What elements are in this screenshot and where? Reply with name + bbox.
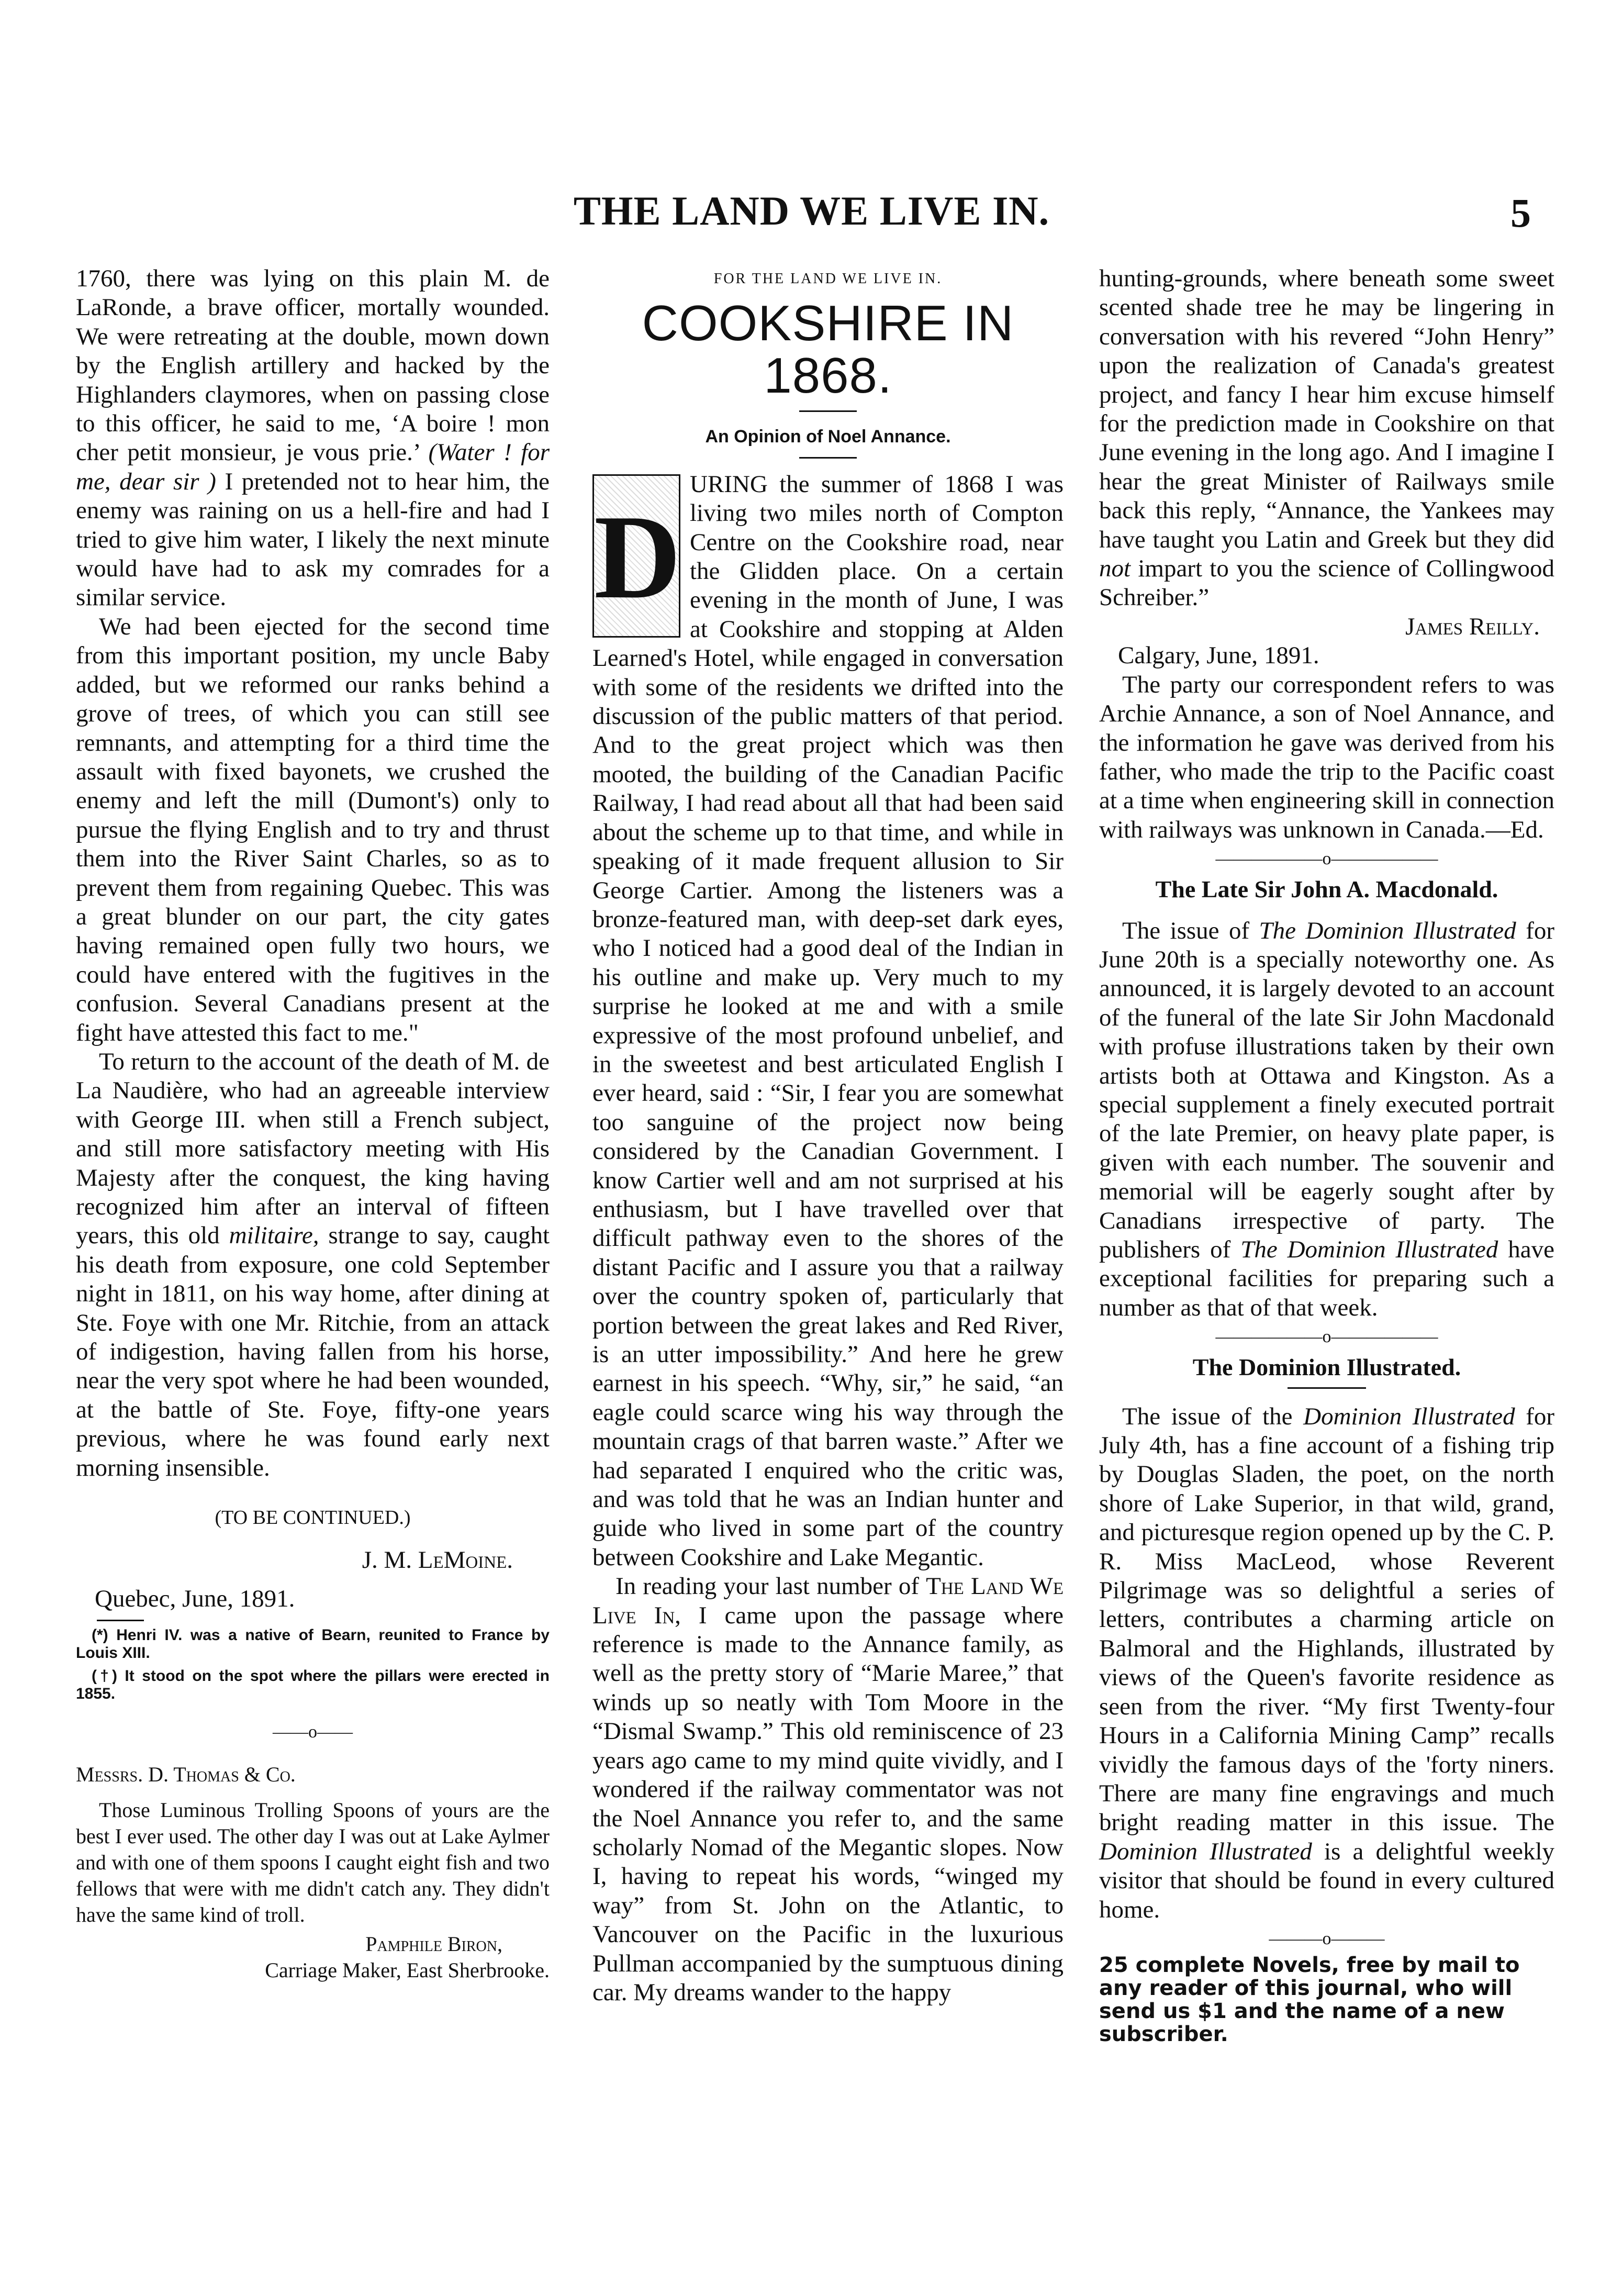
section-divider: ——————o—————— [1215,1327,1438,1347]
page-number: 5 [1510,190,1531,236]
footnote: (†) It stood on the spot where the pillars were erected in 1855. [76,1667,550,1703]
paragraph-text: To return to the account of the death of M. de La Naudière, who had an agreeable interview with George III. when still a French subject, and still more satisfactory meeting with His Majesty after the conquest, the king having recognized him after an interval of fifteen years, this old [76,1047,550,1250]
running-head [0,187,1623,245]
publication-name: Dominion Illustrated [1303,1402,1515,1430]
section-heading: The Dominion Illustrated. [1192,1354,1461,1381]
publication-name: The Dominion Illustrated [1240,1236,1498,1263]
subscription-notice: 25 complete Novels, free by mail to any reader of this journal, who will send us $1 and the name of a new subscriber. [1099,1953,1520,2046]
paragraph: We had been ejected for the second time from this important position, my uncle Baby added, but we reformed our ranks behind a grove of trees, of which you can still see remnants, and attempting for a third time the assault with fixed bayonets, we crushed the enemy and left the mill (Dumont's) only to pursue the flying English and to try and thrust them into the River Saint Charles, so as to prevent them from regaining Quebec. This was a great blunder on our part, the city gates having remained open fully two hours, we could have entered with the fugitives in the confusion. Several Canadians present at the fight have attested this fact to me." [76,612,550,1046]
publication-name: Dominion Illustrated [1099,1837,1312,1865]
paragraph-text: 1760, there was lying on this plain M. de LaRonde, a brave officer, mortally wounded. We were retreating at the double, mown down by the English artillery and hacked by the Highlanders claymores, when on passing close to this officer, he said to me, ‘A boire ! mon cher petit monsieur, je vous prie.’ [76,265,550,466]
article-subtitle: An Opinion of Noel Annance. [705,427,951,447]
heading-rule [1288,1387,1366,1389]
dateline: Quebec, June, 1891. [95,1585,295,1612]
italic-text: (Water ! for me, dear sir ) [76,439,550,495]
article-title: COOKSHIRE IN 1868. [642,295,1014,404]
section-heading: The Late Sir John A. Macdonald. [1155,876,1498,903]
publication-name: The Land We Live In, [592,1573,1064,1629]
paragraph-text: for June 20th is a specially noteworthy one. As announced, it is largely devoted to an account of the funeral of the late Sir John Macdonald with profuse illustrations taken by their own artists both at Ottawa and Kingston. As a special supplement a finely executed portrait of the late Premier, on heavy plate paper, is given with each number. The souvenir and memorial will be eagerly sought after by Canadians irrespective of party. The publishers of [1099,917,1554,1263]
article-kicker: FOR THE LAND WE LIVE IN. [713,271,943,287]
italic-text: not [1099,555,1131,583]
italic-text: militaire, [229,1222,319,1250]
paragraph [1099,917,1554,1323]
paragraph-text: hunting-grounds, where beneath some sweet scented shade tree he may be lingering in conversation with his revered “John Henry” upon the realization of Canada's greatest project, and fancy I hear him excuse himself for the prediction made in Cookshire on that June evening in the long ago. And I imagine I hear the great Minister of Railways smile back this reply, “Annance, the Yankees may have taught you Latin and Greek but they did [1099,265,1554,553]
paragraph-text: for July 4th, has a fine account of a fishing trip by Douglas Sladen, the poet, on the north shore of Lake Superior, in that wild, grand, and picturesque region opened up by the C. P. R. Miss MacLeod, whose Reverent Pilgrimage was so delightful a series of letters, contributes a charming article on Balmoral and the Highlands, illustrated by views of the Queen's favorite residence as seen from the river. “My first Twenty-four Hours in a California Mining Camp” recalls vividly the famous days of the 'forty niners. There are many fine engravings and much bright reading matter in this issue. The [1099,1402,1555,1836]
paragraph: The party our correspondent refers to was Archie Annance, a son of Noel Annance, and the information he gave was derived from his father, who made the trip to the Pacific coast at a time when engineering skill in connection with railways was unknown in Canada.—Ed. [1099,671,1554,843]
paragraph-text: have exceptional facilities for preparing such a number as that of that week. [1099,1236,1555,1321]
paragraph-text: strange to say, caught his death from exposure, one cold September night in 1811, on his way home, after dining at Ste. Foye with one Mr. Ritchie, from an attack of indigestion, having fallen from his horse, near the very spot where he had been wounded, at the battle of Ste. Foye, fifty-one years previous, where he was found early next morning insensible. [76,1222,550,1481]
running-title: THE LAND WE LIVE IN. [573,188,1050,233]
publication-name: The Dominion Illustrated [1259,917,1516,944]
section-divider: ——————o—————— [1215,849,1438,869]
title-rule [799,410,857,412]
paragraph-text: I pretended not to hear him, the enemy was raining on us a hell-fire and had I tried to give him water, I likely the next minute would have had to ask my comrades for a similar service. [76,467,550,611]
footnote: (*) Henri IV. was a native of Bearn, reunited to France by Louis XIII. [76,1626,550,1662]
footnote-rule [97,1620,144,1621]
paragraph: URING the summer of 1868 I was living two miles north of Compton Centre on the Cookshire road, near the Glidden place. On a certain evening in the month of June, I was at Cookshire and stopping at Alden Learned's Hotel, while engaged in conversation with some of the residents we drifted into the discussion of the public matters of that period. And to the great project which was then mooted, the building of the Canadian Pacific Railway, I had read about all that had been said about the scheme up to that time, and while in speaking of it made frequent allusion to Sir George Cartier. Among the listeners was a bronze-featured man, with deep-set dark eyes, who I noticed had a good deal of the Indian in his outline and make up. Very much to my surprise he looked at me and with a smile expressive of the most profound unbelief, and in the sweetest and best articulated English I ever heard, said : “Sir, I fear you are somewhat too sanguine of the project now being considered by the Canadian Government. I know Cartier well and am not surprised at his enthusiasm, but I have travelled over that difficult pathway even to the shores of the distant Pacific and I assure you that a railway over the country spoken of, particularly that portion between the great lakes and Red River, is an utter impossibility.” And here he grew earnest in his speech. “Why, sir,” he said, “an eagle could scarce wing his way through the mountain crags of that barren waste.” After we had separated I enquired who the critic was, and was told that he was an Indian hunter and guide who lived in some part of the country between Cookshire and Lake Megantic. [592,470,1064,1571]
paragraph-text: is a delightful weekly visitor that should be found in every cultured home. [1099,1837,1555,1923]
paragraph [1099,264,1554,612]
letter-signer-title: Carriage Maker, East Sherbrooke. [265,1958,550,1982]
article-body [592,470,1064,1572]
letter-signer: Pamphile Biron, [365,1932,502,1956]
author-signature: J. M. LeMoine. [362,1546,513,1574]
paragraph-text: In reading your last number of [615,1573,919,1600]
section-divider: ———o——— [1269,1929,1385,1948]
author-signature: James Reilly. [1405,612,1540,640]
column-left [76,264,550,2254]
paragraph [76,264,550,612]
letter-addressee: Messrs. D. Thomas & Co. [76,1763,296,1787]
drop-cap [592,474,680,638]
subtitle-rule [799,457,857,459]
to-be-continued: (TO BE CONTINUED.) [215,1507,411,1529]
letter-body: Those Luminous Trolling Spoons of yours are the best I ever used. The other day I was out at Lake Aylmer and with one of them spoons I caught eight fish and two fellows that were with me didn't catch any. They didn't have the same kind of troll. [76,1798,550,1927]
paragraph [592,1572,1064,2007]
column-middle [592,264,1064,2254]
drop-cap-letter: D [594,489,681,623]
paragraph-text: impart to you the science of Collingwood Schreiber.” [1099,555,1554,611]
dateline: Calgary, June, 1891. [1118,642,1319,670]
column-right [1099,264,1554,2254]
paragraph [76,1047,550,1483]
paragraph-text: I came upon the passage where reference is made to the Annance family, as well as the pretty story of “Marie Maree,” that winds up so neatly with Tom Moore in the “Dismal Swamp.” This old reminiscence of 23 years ago came to my mind quite vividly, and I wondered if the railway commentator was not the Noel Annance you refer to, and the same scholarly Nomad of the Megantic slopes. Now I, having to repeat his words, “winged my way” from St. John on the Atlantic, to Vancouver on the Pacific in the luxurious Pullman accompanied by the sumptuous dining car. My dreams wander to the happy [592,1601,1064,2006]
section-divider: ——o—— [273,1722,353,1742]
paragraph [1099,1402,1554,1924]
paragraph-text: The issue of [1122,917,1250,944]
paragraph-text: The issue of the [1122,1402,1293,1430]
